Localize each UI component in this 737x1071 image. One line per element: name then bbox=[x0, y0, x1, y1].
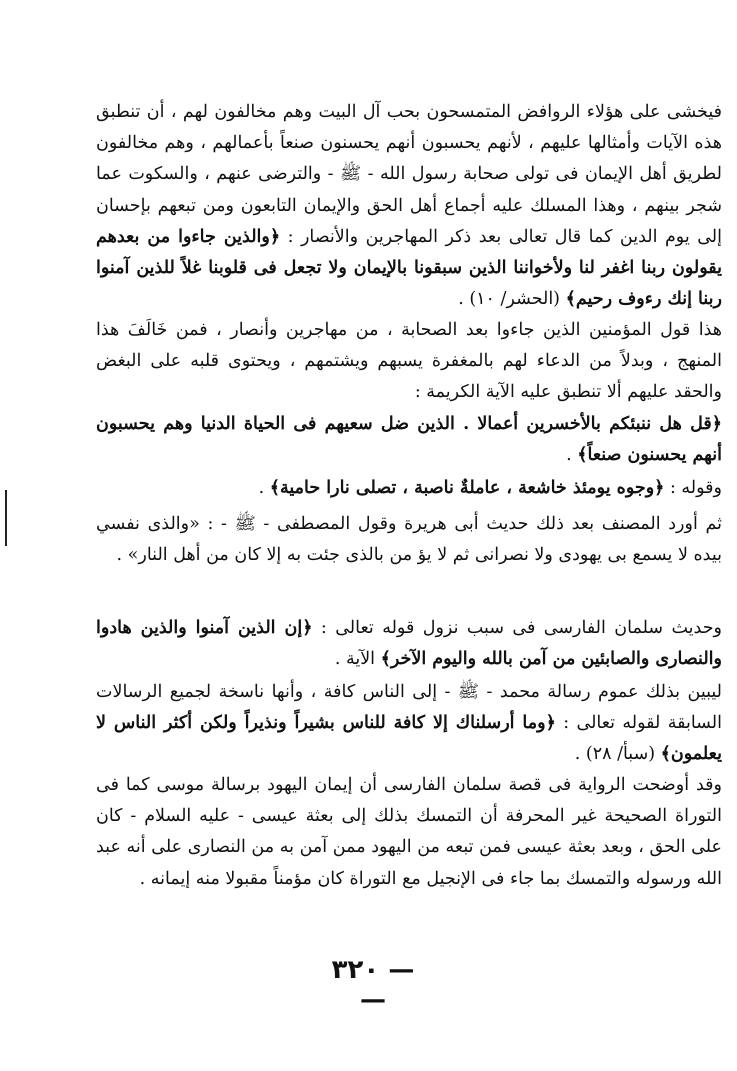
quran-verse-al-kahf: ﴿قل هل ننبئكم بالأخسرين أعمالا . الذين ضل سعيهم فى الحياة الدنيا وهم يحسبون أنهم يحسنون صنعاً﴾ bbox=[96, 414, 722, 466]
paragraph-3 bbox=[96, 409, 722, 471]
paragraph-6 bbox=[96, 613, 722, 675]
paragraph-4-end: . bbox=[258, 478, 270, 498]
paragraph-8 bbox=[96, 770, 722, 895]
quran-verse-al-baqara: ﴿إن الذين آمنوا والذين هادوا والنصارى والصابئين من آمن بالله واليوم الآخر﴾ bbox=[96, 618, 722, 670]
paragraph-5 bbox=[96, 509, 722, 571]
paragraph-6-end: الآية . bbox=[334, 649, 381, 670]
quran-verse-al-hashr: ﴿والذين جاءوا من بعدهم يقولون ربنا اغفر لنا ولأخواننا الذين سبقونا بالإيمان ولا تجعل فى قلوبنا غلاً للذين آمنوا ربنا إنك رءوف رحيم﴾ bbox=[96, 226, 722, 310]
paragraph-3-end: . bbox=[566, 445, 578, 466]
paragraph-7-intro: ليبين بذلك عموم رسالة محمد - ﷺ - إلى الناس كافة ، وأنها ناسخة لجميع الرسالات السابقة لقوله تعالى : bbox=[96, 682, 722, 734]
paragraph-5-text: ثم أورد المصنف بعد ذلك حديث أبى هريرة وقول المصطفى - ﷺ - : «والذى نفسي بيده لا يسمع بى يهودى ولا نصرانى ثم لا يؤ من بالذى جئت به إلا كان من أهل النار» . bbox=[96, 514, 722, 566]
paragraph-2 bbox=[96, 315, 722, 409]
paragraph-4 bbox=[96, 473, 722, 504]
quran-verse-saba: ﴿وما أرسلناك إلا كافة للناس بشيراً ونذيراً ولكن أكثر الناس لا يعلمون﴾ bbox=[96, 713, 722, 765]
paragraph-4-intro: وقوله : bbox=[664, 478, 722, 498]
paragraph-8-text: وقد أوضحت الرواية فى قصة سلمان الفارسى أن إيمان اليهود برسالة موسى كما فى التوراة الصحيحة غير المحرفة أن التمسك بذلك إلى بعثة عيسى - عليه السلام - كان على الحق ، وبعد بعثة عيسى فمن تبعه من اليهود ممن آمن به من النصارى على أنه عبد الله ورسوله والتمسك بما جاء فى الإنجيل مع التوراة كان مؤمناً مقبولا منه إيمانه . bbox=[96, 775, 722, 889]
verse-reference: (الحشر/ ١٠) . bbox=[458, 289, 566, 310]
paragraph-1-text: فيخشى على هؤلاء الروافض المتمسحون بحب آل البيت وهم مخالفون لهم ، أن تنطبق هذه الآيات وأمثالها عليهم ، لأنهم يحسبون أنهم يحسنون صنعاً بأعمالهم ، وهم مخالفون لطريق أهل الإيمان فى تولى صحابة رسول الله - ﷺ - والترضى عنهم ، والسكوت عما شجر بينهم ، وهذا المسلك عليه أجماع أهل الحق والإيمان التابعون ومن تبعهم بإحسان إلى يوم الدين كما قال تعالى بعد ذكر المهاجرين والأنصار : bbox=[96, 102, 722, 247]
quran-verse-al-ghashiya: ﴿وجوه يومئذ خاشعة ، عاملةٌ ناصبة ، تصلى نارا حامية﴾ bbox=[269, 478, 665, 498]
verse-reference-saba: (سبأ/ ٢٨) . bbox=[574, 744, 661, 765]
paragraph-2-text: هذا قول المؤمنين الذين جاءوا بعد الصحابة ، من مهاجرين وأنصار ، فمن خَالَفَ هذا المنهج ، وبدلاً من الدعاء لهم بالمغفرة يسبهم ويشتمهم ، ويحتوى قلبه على البغض والحقد عليهم ألا تنطبق عليه الآية الكريمة : bbox=[96, 320, 722, 403]
paragraph-7 bbox=[96, 677, 722, 771]
page-number: — ٣٢٠ — bbox=[331, 955, 415, 1015]
paragraph-6-intro: وحديث سلمان الفارسى فى سبب نزول قوله تعالى : bbox=[312, 618, 722, 638]
paragraph-1 bbox=[96, 97, 722, 315]
margin-line bbox=[5, 490, 7, 546]
